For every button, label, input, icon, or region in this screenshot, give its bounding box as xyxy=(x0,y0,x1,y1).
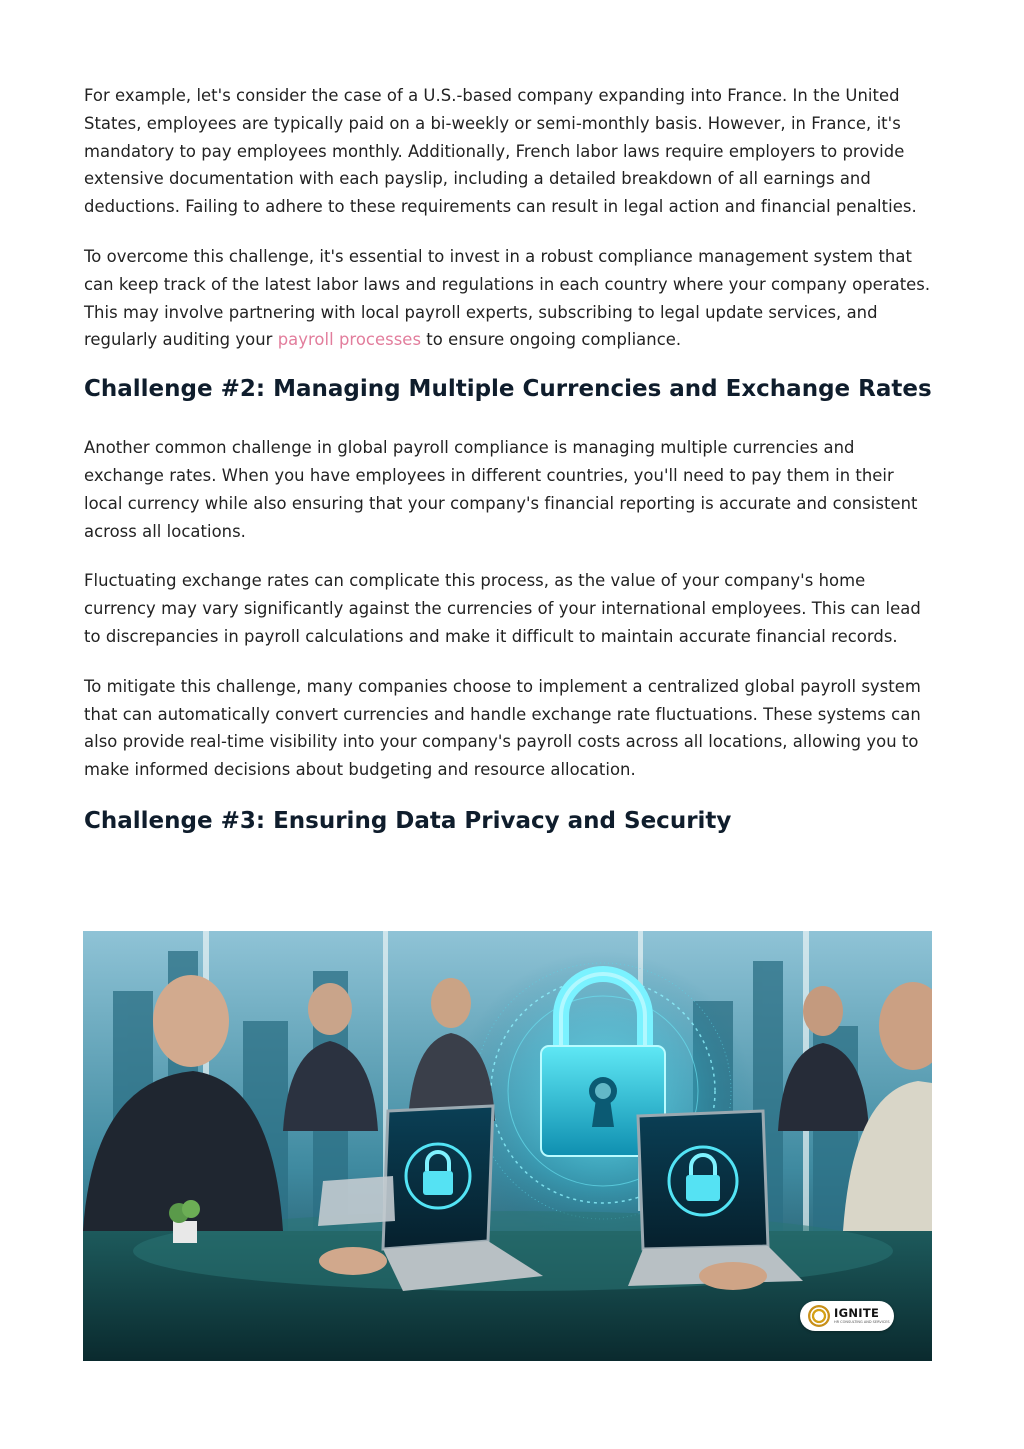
paragraph-centralized-payroll: To mitigate this challenge, many companies choose to implement a centralized global payroll system that can automatically convert currencies and handle exchange rate fluctuations. These systems can also provide real-time visibility into your company's payroll costs across all locations, allowing you to make informed decisions about budgeting and resource allocation. xyxy=(84,676,921,780)
ignite-logo-tagline: HR CONSULTING AND SERVICES xyxy=(834,1319,890,1324)
paragraph-compliance-system xyxy=(84,243,936,354)
paragraph-france-example: For example, let's consider the case of a U.S.-based company expanding into France. In the United States, employees are typically paid on a bi-weekly or semi-monthly basis. However, in France, it's mandatory to pay employees monthly. Additionally, French labor laws require employers to provide extensive documentation with each payslip, including a detailed breakdown of all earnings and deductions. Failing to adhere to these requirements can result in legal action and financial penalties. xyxy=(84,86,917,217)
paragraph-exchange-rates: Fluctuating exchange rates can complicate this process, as the value of your company's home currency may vary significantly against the currencies of your international employees. This can lead to discrepancies in payroll calculations and make it difficult to maintain accurate financial records. xyxy=(84,571,921,646)
payroll-processes-link[interactable]: payroll processes xyxy=(277,330,422,350)
data-security-meeting-photo xyxy=(83,931,932,1361)
heading-challenge-3: Challenge #3: Ensuring Data Privacy and Security xyxy=(84,807,732,834)
ignite-logo-word: IGNITE xyxy=(834,1306,880,1320)
paragraph-compliance-text-start: To overcome this challenge, it's essential to invest in a robust compliance management system that can keep track of the latest labor laws and regulations in each country where your company operates. This may involve partnering with local payroll experts, subscribing to legal update services, and regularly auditing your xyxy=(84,246,931,350)
ignite-logo-mark-icon xyxy=(808,1305,830,1327)
article-body xyxy=(84,82,936,868)
ignite-logo xyxy=(800,1301,894,1331)
heading-challenge-2: Challenge #2: Managing Multiple Currencies and Exchange Rates xyxy=(84,376,932,403)
plant-decoration xyxy=(169,1200,200,1243)
paragraph-compliance-text-end: to ensure ongoing compliance. xyxy=(421,330,682,350)
photo-illustration xyxy=(83,931,932,1361)
paragraph-multiple-currencies: Another common challenge in global payroll compliance is managing multiple currencies and exchange rates. When you have employees in different countries, you'll need to pay them in their local currency while also ensuring that your company's financial reporting is accurate and consistent across all locations. xyxy=(84,438,918,541)
